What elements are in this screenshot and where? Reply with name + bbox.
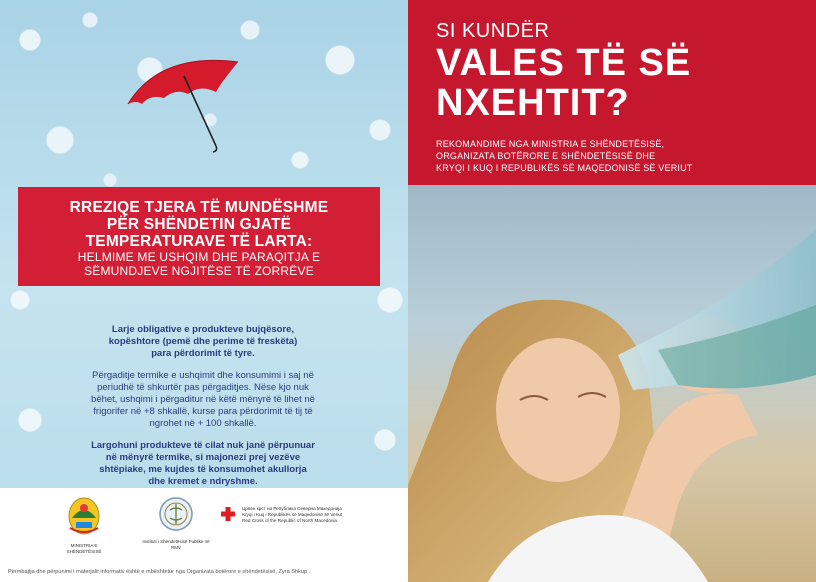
headline-line2: NXEHTIT? [436, 82, 630, 124]
advice-paragraph-avoid [28, 440, 378, 488]
advice-paragraph-washing [28, 324, 378, 360]
advice-line: periudhë të shkurtër pas përgaditjes. Nëse kjo nuk [97, 382, 309, 393]
footer-credit: Përmbajtja dhe përpunimi i materjalit informativ është e mbështetur nga Organizata botërore e shëndetësisë, Zyra Shkup . [0, 562, 408, 582]
recommendation-line1: REKOMANDIME NGA MINISTRIA E SHËNDETËSISË, [436, 139, 665, 149]
risks-title-line3: TEMPERATURAVE TË LARTA: [85, 233, 313, 250]
advice-line: Largohuni produkteve të cilat nuk janë përpunuar [91, 440, 315, 451]
red-cross-caption-mk: Црвен крст на Република Северна Македонија [242, 506, 342, 511]
institute-emblem-icon [158, 496, 194, 532]
ministry-logo [54, 496, 114, 555]
advice-line: shtëpiake, me kujdes të konsumohet akullorja [99, 464, 307, 475]
advice-line: frigorifer në +8 shkallë, kurse para përdorimit të tij të [93, 406, 313, 417]
red-cross-caption-en: Red Cross of the Republic of North Macedonia [242, 518, 337, 523]
advice-line: Larje obligative e produkteve bujqësore, [111, 324, 295, 335]
advice-line: dhe kremet e ndryshme. [148, 476, 258, 487]
advice-line: ngrohet në + 100 shkallë. [149, 418, 257, 429]
red-cross-icon [220, 506, 236, 522]
risks-subtitle-line1: HELMIME ME USHQIM DHE PARAQITJA E [77, 250, 321, 264]
ministry-caption: MINISTRIA E SHËNDETËSISË [66, 543, 102, 554]
photo-illustration [408, 185, 816, 582]
advice-text [28, 324, 378, 498]
risks-subtitle-line2: SËMUNDJEVE NGJITËSE TË ZORRËVE [84, 264, 314, 278]
advice-paragraph-cooking [28, 370, 378, 430]
risks-title-box [18, 187, 380, 286]
partner-logos [0, 488, 408, 562]
recommendation-line2: ORGANIZATA BOTËRORE E SHËNDETËSISË DHE [436, 151, 656, 161]
institute-logo [140, 496, 212, 551]
girl-drinking-water-photo [408, 185, 816, 582]
advice-line: bëhet, ushqimi i përgaditur në këtë mënyrë të lihet në [91, 394, 315, 405]
ministry-emblem-icon [64, 496, 104, 536]
advice-line: në mënyrë termike, si majonezi prej vezëve [105, 452, 301, 463]
recommendation-line3: KRYQI I KUQ I REPUBLIKËS SË MAQEDONISË SË VERIUT [436, 163, 693, 173]
red-cross-logo [220, 506, 404, 524]
advice-line: kopështore (pemë dhe perime të freskëta) [108, 336, 298, 347]
right-header [408, 0, 816, 185]
advice-line: para përdorimit të tyre. [151, 348, 255, 359]
institute-caption: Instituti i Shëndetësisë Publike në RMV [142, 539, 210, 550]
red-cross-caption-sq: Kryqi i Kuq i Republikës së Maqedonisë së Veriut [242, 512, 343, 517]
advice-line: Përgaditje termike e ushqimit dhe konsumimi i saj në [92, 370, 314, 381]
headline-line1: VALES TË SË [436, 42, 692, 84]
risks-title-line2: PËR SHËNDETIN GJATË [106, 216, 292, 233]
umbrella-icon [120, 44, 250, 154]
kicker-text: SI KUNDËR [436, 20, 550, 42]
risks-title-line1: RREZIQE TJERA TË MUNDËSHME [69, 199, 329, 216]
